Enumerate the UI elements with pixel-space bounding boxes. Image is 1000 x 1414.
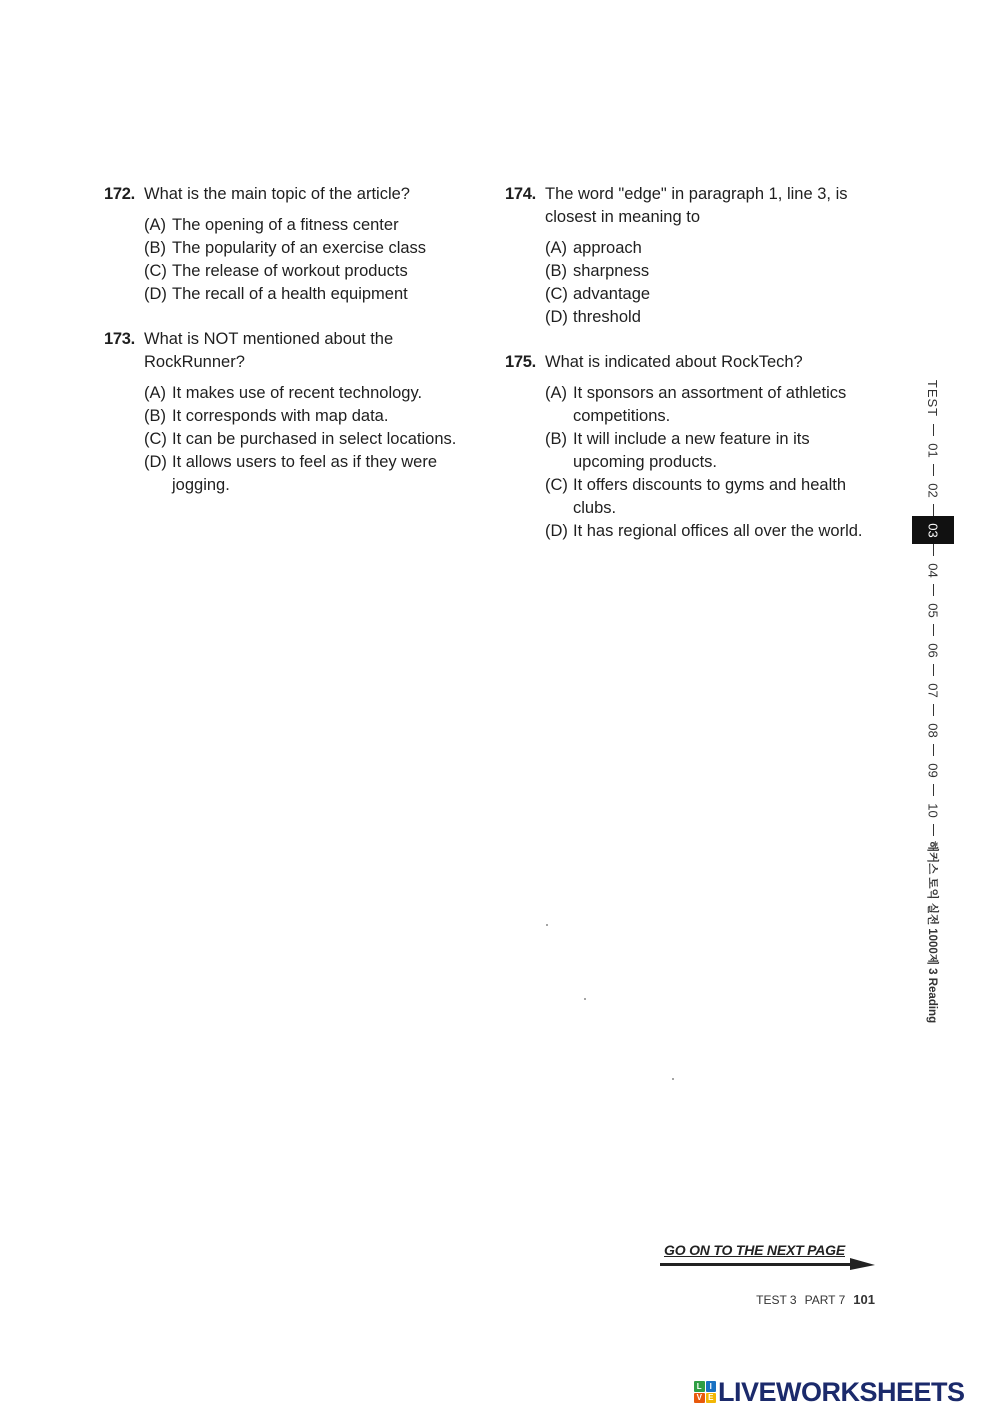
side-index-label: TEST: [925, 379, 941, 417]
option-letter: (D): [545, 522, 568, 540]
scan-speck: [584, 998, 586, 1000]
option-letter: (D): [144, 453, 167, 471]
side-tab-06: [912, 636, 954, 664]
answer-option: [545, 306, 885, 329]
option-letter: (C): [545, 476, 568, 494]
option-text: It offers discounts to gyms and health clubs.: [573, 476, 847, 517]
side-tab-05: [912, 596, 954, 624]
answer-option: [144, 382, 489, 405]
tab-divider: [933, 584, 934, 596]
option-letter: (C): [144, 262, 167, 280]
question-text: The word "edge" in paragraph 1, line 3, is closest in meaning to: [545, 185, 848, 226]
answer-option: [144, 405, 489, 428]
answer-options: [545, 237, 885, 329]
tab-divider: [933, 744, 934, 756]
question-173: [104, 328, 489, 497]
option-letter: (A): [144, 384, 166, 402]
tab-divider: [933, 544, 934, 556]
option-text: It corresponds with map data.: [172, 407, 389, 425]
answer-option: [545, 260, 885, 283]
scan-speck: [546, 924, 548, 926]
side-tab-label: 10: [925, 802, 941, 818]
side-tab-label: 05: [925, 602, 941, 618]
answer-option: [144, 283, 489, 306]
question-number: 173.: [104, 330, 135, 348]
answer-option: [545, 428, 885, 474]
side-tab-label: 07: [925, 682, 941, 698]
side-tab-10: [912, 796, 954, 824]
side-tab-label: 02: [925, 482, 941, 498]
answer-option: [545, 474, 885, 520]
logo-letter: I: [706, 1381, 717, 1392]
side-tab-label: 01: [925, 442, 941, 458]
question-175: [505, 351, 885, 543]
liveworksheets-logo-icon: [694, 1381, 716, 1403]
tab-divider: [933, 824, 934, 836]
side-tab-label: 04: [925, 562, 941, 578]
logo-letter: E: [706, 1393, 717, 1404]
liveworksheets-brand: [694, 1377, 965, 1407]
option-letter: (B): [545, 430, 567, 448]
option-letter: (B): [144, 407, 166, 425]
answer-option: [144, 451, 489, 497]
option-letter: (B): [545, 262, 567, 280]
answer-option: [144, 214, 489, 237]
side-tab-01: [912, 436, 954, 464]
brand-text: LIVEWORKSHEETS: [718, 1376, 965, 1407]
answer-options: [144, 214, 489, 306]
option-letter: (D): [144, 285, 167, 303]
option-text: advantage: [573, 285, 651, 303]
book-title: 해커스 토익 실전 1000제 3 Reading: [926, 840, 939, 1024]
option-letter: (A): [545, 384, 567, 402]
side-tab-label: 08: [925, 722, 941, 738]
page-number: 101: [853, 1292, 875, 1307]
option-letter: (C): [144, 430, 167, 448]
side-tab-02: [912, 476, 954, 504]
option-letter: (D): [545, 308, 568, 326]
side-tab-label: 06: [925, 642, 941, 658]
option-text: It makes use of recent technology.: [172, 384, 423, 402]
tab-divider: [933, 624, 934, 636]
tab-divider: [933, 664, 934, 676]
side-tab-label: 03: [925, 522, 941, 538]
tab-divider: [933, 464, 934, 476]
option-text: The popularity of an exercise class: [172, 239, 427, 257]
option-text: It will include a new feature in its upcoming products.: [573, 430, 810, 471]
option-text: The recall of a health equipment: [172, 285, 408, 303]
side-tab-07: [912, 676, 954, 704]
left-column: [104, 183, 489, 519]
answer-option: [545, 382, 885, 428]
question-stem: [104, 328, 489, 374]
next-page-label: GO ON TO THE NEXT PAGE: [664, 1242, 845, 1258]
tab-divider: [933, 424, 934, 436]
question-174: [505, 183, 885, 329]
option-text: It sponsors an assortment of athletics competitions.: [573, 384, 847, 425]
answer-option: [144, 237, 489, 260]
right-arrow-icon: [660, 1257, 875, 1271]
logo-letter: L: [694, 1381, 705, 1392]
side-tab-03: [912, 516, 954, 544]
answer-option: [545, 283, 885, 306]
tab-divider: [933, 504, 934, 516]
option-text: The release of workout products: [172, 262, 408, 280]
go-on-next-page: [660, 1242, 875, 1272]
option-text: threshold: [573, 308, 641, 326]
right-column: [505, 183, 885, 565]
question-text: What is the main topic of the article?: [144, 185, 410, 203]
question-number: 175.: [505, 353, 536, 371]
answer-options: [545, 382, 885, 543]
footer-part: PART 7: [804, 1293, 846, 1307]
question-number: 174.: [505, 185, 536, 203]
answer-option: [545, 237, 885, 260]
question-text: What is NOT mentioned about the RockRunner?: [144, 330, 394, 371]
option-letter: (C): [545, 285, 568, 303]
option-letter: (B): [144, 239, 166, 257]
question-number: 172.: [104, 185, 135, 203]
side-tab-label: 09: [925, 762, 941, 778]
side-index-tabs: [912, 424, 954, 836]
question-172: [104, 183, 489, 306]
footer-test: TEST 3: [756, 1293, 797, 1307]
option-letter: (A): [545, 239, 567, 257]
option-text: sharpness: [573, 262, 650, 280]
answer-options: [144, 382, 489, 497]
side-tab-09: [912, 756, 954, 784]
option-text: approach: [573, 239, 642, 257]
tab-divider: [933, 784, 934, 796]
side-tab-08: [912, 716, 954, 744]
question-stem: [104, 183, 489, 206]
answer-option: [144, 428, 489, 451]
option-text: It can be purchased in select locations.: [172, 430, 457, 448]
option-text: It allows users to feel as if they were jogging.: [172, 453, 438, 494]
side-tab-04: [912, 556, 954, 584]
logo-letter: V: [694, 1393, 705, 1404]
page-footer: [756, 1292, 875, 1307]
question-stem: [505, 351, 885, 374]
answer-option: [545, 520, 885, 543]
test-side-index: [912, 372, 954, 1022]
option-letter: (A): [144, 216, 166, 234]
answer-option: [144, 260, 489, 283]
question-stem: [505, 183, 885, 229]
option-text: It has regional offices all over the world.: [573, 522, 863, 540]
question-text: What is indicated about RockTech?: [545, 353, 803, 371]
tab-divider: [933, 704, 934, 716]
scan-speck: [672, 1078, 674, 1080]
option-text: The opening of a fitness center: [172, 216, 399, 234]
